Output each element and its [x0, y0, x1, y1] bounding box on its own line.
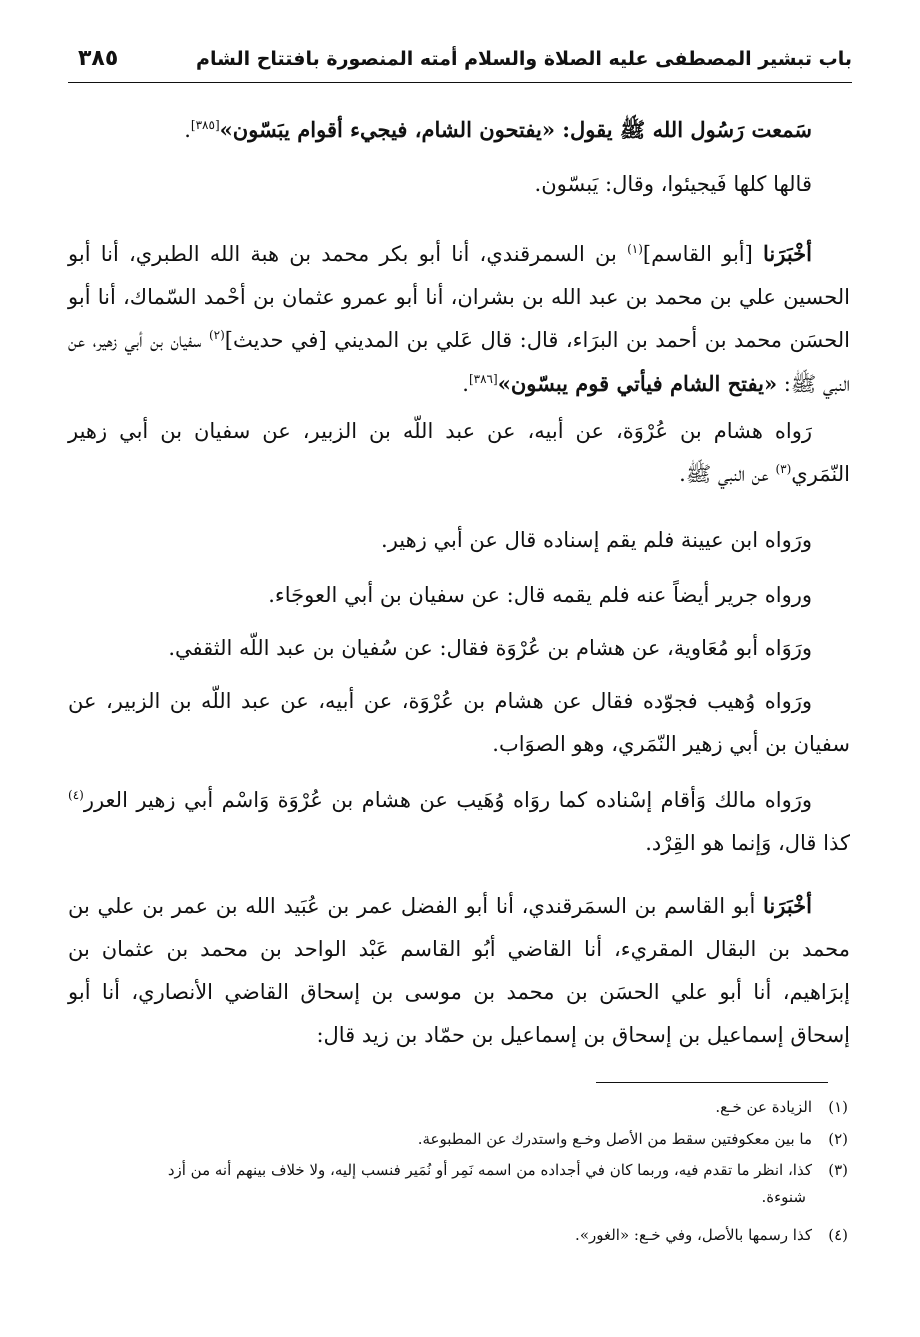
- footnote-text: ما بين معكوفتين سقط من الأصل وخـع واستدرك عن المطبوعة.: [417, 1130, 812, 1148]
- text-segment: [أبو القاسم]: [642, 242, 753, 266]
- text-segment: سفيان بن أبي زهير، عن النبي ﷺ:: [68, 328, 850, 396]
- paragraph-1: [68, 108, 850, 152]
- hadith-text: سَمعت رَسُول الله ﷺ يقول: «يفتحون الشام، فيجيء أقوام يبَسّون»: [219, 117, 812, 142]
- akhbarana-lead: أخْبَرَنا: [763, 241, 812, 266]
- footnote-number: (٤): [828, 1226, 848, 1244]
- reference-mark: [٣٨٦]: [468, 372, 498, 386]
- paragraph-5: ورَواه ابن عيينة فلم يقم إسناده قال عن أبي زهير.: [381, 528, 812, 552]
- footnote-text: الزيادة عن خـع.: [715, 1098, 812, 1116]
- period: .: [184, 118, 191, 142]
- footnote-text: كذا رسمها بالأصل، وفي خـع: «الغور».: [575, 1226, 812, 1244]
- footnote-ref-4: (٤): [68, 788, 84, 802]
- footnote-4: [68, 1222, 848, 1249]
- akhbarana-lead: أخْبَرَنا: [763, 893, 812, 918]
- reference-mark: [٣٨٥]: [190, 118, 220, 132]
- paragraph-4: [68, 410, 850, 496]
- footnote-ref-3: (٣): [775, 462, 792, 476]
- text-segment: ورَواه مالك وَأقام إسْناده كما روَاه وُهَيب عن هشام بن عُرْوَة وَاسْم أبي زهير العرر: [83, 788, 812, 812]
- paragraph-2: قالها كلها فَيجيئوا، وقال: يَبسّون.: [534, 172, 812, 196]
- paragraph-6: ورواه جرير أيضاً عنه فلم يقمه قال: عن سفيان بن أبي العوجَاء.: [268, 583, 812, 607]
- paragraph-7: ورَوَاه أبو مُعَاوية، عن هشام بن عُرْوَة فقال: عن سُفيان بن عبد اللّه الثقفي.: [168, 636, 812, 660]
- text-segment: كذا قال، وَإنما هو القِرْد.: [645, 831, 850, 855]
- running-header: [68, 44, 852, 83]
- text-segment: رَواه هشام بن عُرْوَة، عن أبيه، عن عبد اللّه بن الزبير، عن سفيان بن أبي زهير النّمَري: [68, 419, 850, 486]
- footnote-3: [68, 1157, 848, 1211]
- page-number: ٣٨٥: [78, 46, 119, 71]
- footnote-number: (٣): [828, 1161, 848, 1179]
- footnote-ref-1: (١): [627, 242, 643, 256]
- footnote-continuation: شنوءة.: [761, 1188, 806, 1206]
- footnote-number: (١): [828, 1098, 848, 1116]
- text-segment: بن السمرقندي، أنا أبو بكر محمد بن هبة الله الطبري، أنا أبو الحسين علي بن محمد بن عبد الله بن بشران، أنا أبو عمرو عثمان بن أحْمد السّماك، أنا أبو الحسَن محمد بن أحمد بن البرَاء، قال: قال عَلي بن المديني [في حديث]: [68, 242, 851, 352]
- footnote-1: [68, 1094, 848, 1121]
- footnote-divider: [596, 1082, 828, 1083]
- paragraph-3: [68, 232, 850, 406]
- text-segment: عن النبي ﷺ.: [679, 462, 769, 486]
- footnote-text: كذا، انظر ما تقدم فيه، وربما كان في أجداده من اسمه نَمِر أو نُمَير فنسب إليه، ولا خلاف بينهم أنه من أزد: [167, 1161, 812, 1179]
- paragraph-10: [68, 884, 850, 1057]
- hadith-text: «يفتح الشام فيأتي قوم يبسّون»: [497, 371, 778, 396]
- paragraph-9: [68, 779, 850, 865]
- chapter-title: باب تبشير المصطفى عليه الصلاة والسلام أمته المنصورة بافتتاح الشام: [196, 48, 852, 70]
- period: .: [462, 372, 469, 396]
- footnote-number: (٢): [828, 1130, 848, 1148]
- footnote-ref-2: (٢): [208, 328, 225, 342]
- paragraph-8: ورَواه وُهيب فجوّده فقال عن هشام بن عُرْوَة، عن أبيه، عن عبد اللّه بن الزبير، عن سفيان بن أبي زهير النّمَري، وهو الصوَاب.: [68, 689, 850, 756]
- footnote-2: [68, 1126, 848, 1153]
- text-segment: أبو القاسم بن السمَرقندي، أنا أبو الفضل عمر بن عُبَيد الله بن عمر بن علي بن محمد بن البقال المقريء، أنا القاضي أبُو القاسم عَبْد الواحد بن محمد بن عثمان بن إبرَاهيم، أنا أبو علي الحسَن بن محمد بن موسى بن إسحاق القاضي الأنصاري، أنا أبو إسحاق إسماعيل بن إسحاق بن إسماعيل بن حمّاد بن زيد قال:: [68, 894, 850, 1047]
